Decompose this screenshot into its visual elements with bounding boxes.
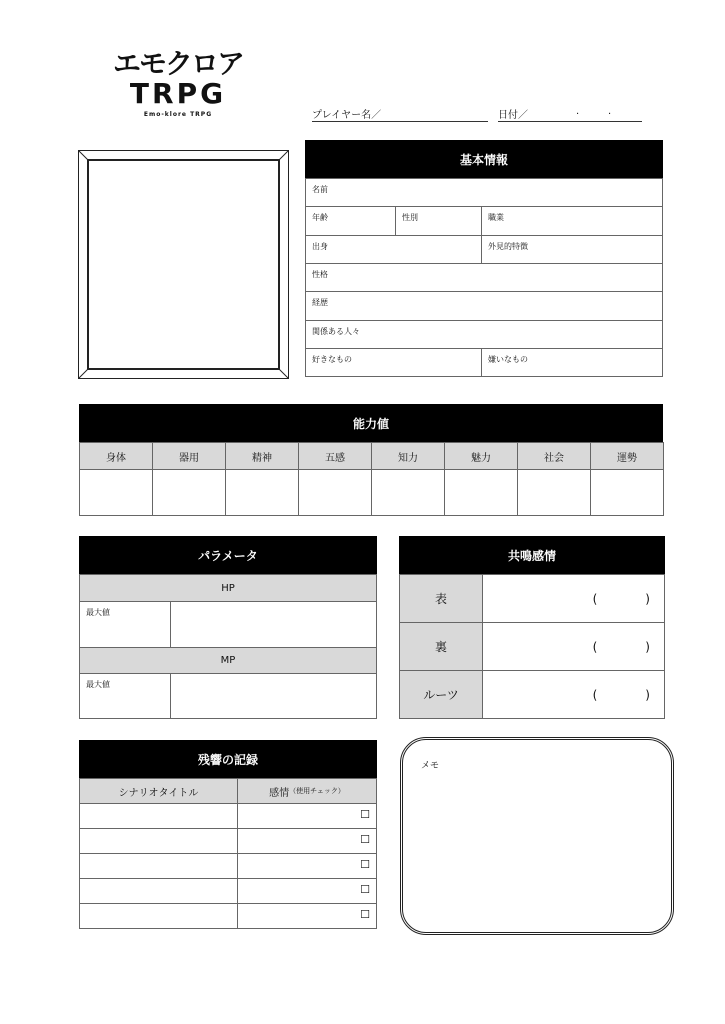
date-sep: .: [576, 106, 580, 117]
ability-label: [152, 442, 226, 470]
resonance-label: [399, 670, 483, 719]
relations-field[interactable]: [305, 320, 663, 349]
scenario-title-field[interactable]: [79, 878, 238, 904]
age-field[interactable]: [305, 206, 396, 236]
logo: [108, 47, 248, 118]
emotion-cell: [237, 803, 377, 829]
origin-field[interactable]: [305, 235, 482, 264]
ability-name: 運勢: [617, 452, 637, 464]
records-title: 残響の記録: [197, 752, 258, 767]
scenario-title-field[interactable]: [79, 903, 238, 929]
logo-sub: TRPG: [129, 77, 227, 110]
params-header: [79, 536, 377, 574]
ability-name: 精神: [252, 452, 272, 464]
ability-name: 知力: [398, 452, 418, 464]
ability-value-field[interactable]: [79, 469, 153, 516]
player-name-label: プレイヤー名／: [312, 110, 382, 121]
ability-label: [79, 442, 153, 470]
likes-field[interactable]: [305, 348, 482, 377]
gender-field[interactable]: [395, 206, 482, 236]
name-field[interactable]: [305, 178, 663, 207]
ability-label: [517, 442, 591, 470]
label: ルーツ: [423, 688, 459, 702]
label: 名前: [312, 185, 328, 194]
emotion-cell: [237, 903, 377, 929]
resonance-label: [399, 622, 483, 671]
label: 職業: [488, 213, 504, 222]
resonance-field[interactable]: [482, 670, 665, 719]
job-field[interactable]: [481, 206, 663, 236]
ability-name: 身体: [106, 452, 126, 464]
memo-box[interactable]: [400, 737, 674, 935]
emotion-checkbox[interactable]: ☐: [360, 908, 370, 921]
label: 裏: [434, 640, 447, 654]
label: 性格: [312, 270, 328, 279]
ability-value-field[interactable]: [225, 469, 299, 516]
ability-value-field[interactable]: [152, 469, 226, 516]
logo-main: エモクロア: [112, 47, 243, 80]
mp-label: MP: [220, 655, 236, 666]
ability-label: [225, 442, 299, 470]
ability-label: [298, 442, 372, 470]
label: 経歴: [312, 298, 328, 307]
appearance-field[interactable]: [481, 235, 663, 264]
label: 表: [434, 592, 447, 606]
ability-value-field[interactable]: [371, 469, 445, 516]
emotion-checkbox[interactable]: ☐: [360, 858, 370, 871]
label: 出身: [312, 242, 328, 251]
label: 嫌いなもの: [488, 355, 528, 364]
label: 最大値: [86, 680, 110, 689]
basic-info-title: 基本情報: [459, 152, 508, 167]
scenario-title-field[interactable]: [79, 853, 238, 879]
ability-name: 社会: [544, 452, 564, 464]
emotion-cell: [237, 878, 377, 904]
logo-tagline: Emo-klore TRPG: [143, 111, 213, 118]
abilities-header: [79, 404, 663, 442]
label: 年齢: [312, 213, 328, 222]
dislikes-field[interactable]: [481, 348, 663, 377]
ability-label: [444, 442, 518, 470]
hp-max-label-cell: [79, 601, 171, 648]
date-label: 日付／: [498, 110, 528, 121]
col-emotion: [237, 778, 377, 804]
mp-bar: [79, 647, 377, 674]
label: 外見的特徴: [488, 242, 528, 251]
note: （使用チェック）: [289, 787, 345, 795]
records-header: [79, 740, 377, 778]
mp-max-label-cell: [79, 673, 171, 719]
ability-name: 五感: [325, 452, 345, 464]
paren: ( ): [592, 688, 650, 702]
label: 感情: [269, 787, 290, 799]
hp-label: HP: [221, 582, 235, 594]
label: 好きなもの: [312, 355, 352, 364]
label: シナリオタイトル: [118, 787, 199, 799]
label: 最大値: [86, 608, 110, 617]
memo-label: メモ: [421, 761, 440, 771]
basic-info-header: [305, 140, 663, 178]
ability-value-field[interactable]: [444, 469, 518, 516]
scenario-title-field[interactable]: [79, 803, 238, 829]
portrait-frame[interactable]: [78, 150, 289, 379]
resonance-field[interactable]: [482, 622, 665, 671]
emotion-checkbox[interactable]: ☐: [360, 808, 370, 821]
resonance-label: [399, 574, 483, 623]
abilities-title: 能力値: [352, 416, 389, 431]
resonance-title: 共鳴感情: [507, 548, 556, 563]
date-field[interactable]: [498, 106, 642, 122]
emotion-checkbox[interactable]: ☐: [360, 833, 370, 846]
scenario-title-field[interactable]: [79, 828, 238, 854]
ability-value-field[interactable]: [298, 469, 372, 516]
label: 性別: [402, 213, 418, 222]
personality-field[interactable]: [305, 263, 663, 292]
ability-label: [590, 442, 664, 470]
resonance-header: [399, 536, 665, 574]
paren: ( ): [592, 592, 650, 606]
emotion-checkbox[interactable]: ☐: [360, 883, 370, 896]
mp-max-field[interactable]: [170, 673, 377, 719]
paren: ( ): [592, 640, 650, 654]
player-name-field[interactable]: [312, 106, 488, 122]
ability-value-field[interactable]: [590, 469, 664, 516]
ability-value-field[interactable]: [517, 469, 591, 516]
ability-name: 器用: [179, 452, 199, 464]
date-sep: .: [608, 106, 612, 117]
history-field[interactable]: [305, 291, 663, 321]
params-title: パラメータ: [198, 548, 258, 563]
hp-max-field[interactable]: [170, 601, 377, 648]
hp-bar: [79, 574, 377, 602]
resonance-field[interactable]: [482, 574, 665, 623]
emotion-cell: [237, 853, 377, 879]
label: 関係ある人々: [312, 327, 360, 336]
ability-label: [371, 442, 445, 470]
col-scenario-title: [79, 778, 238, 804]
emotion-cell: [237, 828, 377, 854]
ability-name: 魅力: [471, 452, 491, 464]
